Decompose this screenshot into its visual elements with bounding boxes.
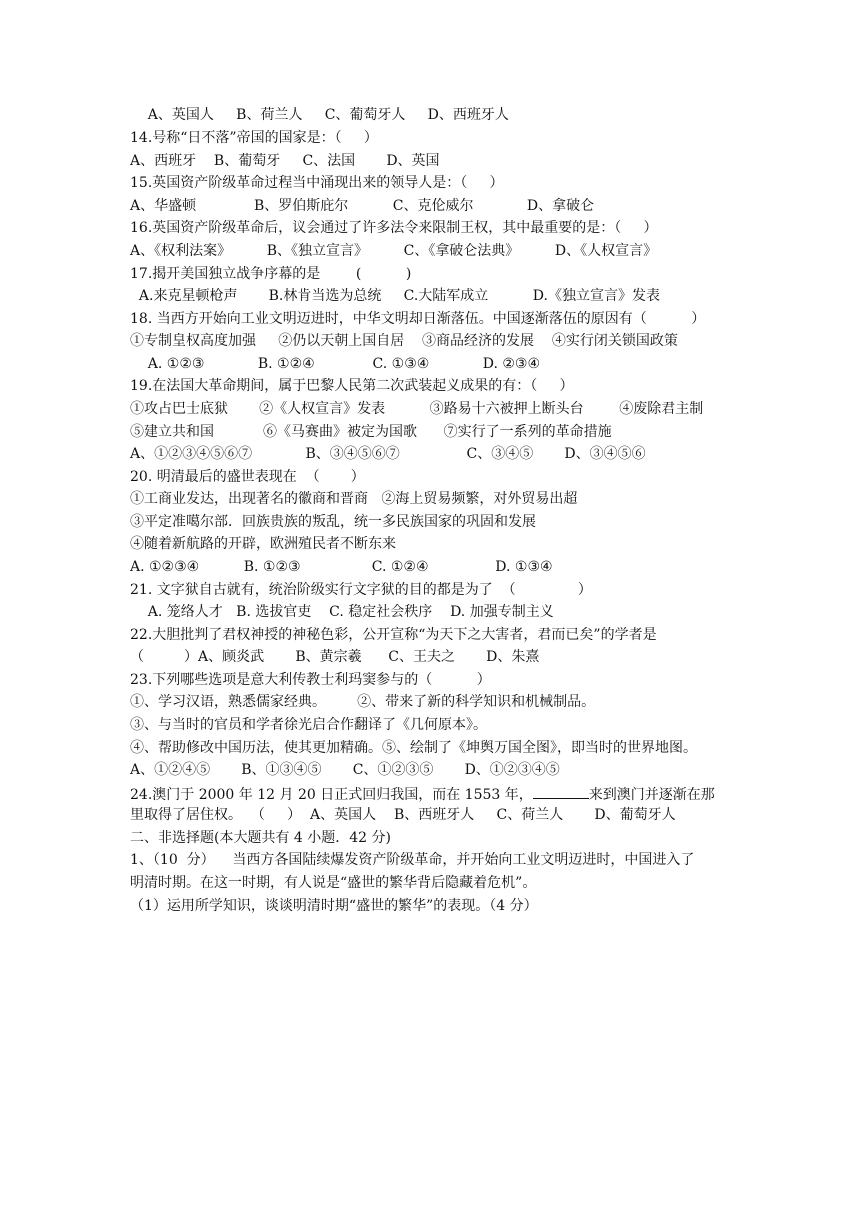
q20-stem: 20. 明清最后的盛世表现在 （ ） [130,469,365,485]
section-2-heading: 二、非选择题(本大题共有 4 小题．42 分) [130,830,391,846]
q23-item-2: ③、与当时的官员和学者徐光启合作翻译了《几何原本》。 [130,717,487,733]
q23-item-1: ①、学习汉语，熟悉儒家经典。 ②、带来了新的科学知识和机械制品。 [130,694,596,710]
q24-stem [130,784,715,804]
q18-options: A. ①②③ B. ①②④ C. ①③④ D. ②③④ [130,356,541,372]
essay-q1-stem-2: 明清时期。在这一时期，有人说是“盛世的繁华背后隐藏着危机”。 [130,875,537,891]
q15-stem: 15.英国资产阶级革命过程当中涌现出来的领导人是：（ ） [130,175,504,191]
q19-items-1: ①攻占巴士底狱 ②《人权宣言》发表 ③路易十六被押上断头台 ④废除君主制 [130,401,704,417]
q17-options: A.来克星顿枪声 B.林肯当选为总统 C.大陆军成立 D.《独立宣言》发表 [130,288,660,304]
essay-q1-stem-1: 1、（10 分） 当西方各国陆续爆发资产阶级革命，并开始向工业文明迈进时，中国进入了 [130,852,695,868]
q18-stem: 18. 当西方开始向工业文明迈进时，中华文明却日渐落伍。中国逐渐落伍的原因有（ ） [130,311,706,327]
q22-stem: 22.大胆批判了君权神授的神秘色彩，公开宣称“为天下之大害者，君而已矣”的学者是 [130,627,657,643]
essay-q1-sub1: （1）运用所学知识，谈谈明清时期“盛世的繁华”的表现。（4 分） [130,898,538,914]
q20-item-3: ④随着新航路的开辟，欧洲殖民者不断东来 [130,536,396,552]
q16-options: A、《权利法案》 B、《独立宣言》 C、《拿破仑法典》 D、《人权宣言》 [130,243,658,259]
q14-stem: 14.号称“日不落”帝国的国家是：（ ） [130,130,378,146]
q15-options: A、华盛顿 B、罗伯斯庇尔 C、克伦威尔 D、拿破仑 [130,198,595,214]
q21-options: A. 笼络人才 B. 选拔官吏 C. 稳定社会秩序 D. 加强专制主义 [130,604,554,620]
q19-stem: 19.在法国大革命期间，属于巴黎人民第二次武装起义成果的有：（ ） [130,378,574,394]
q22-options: （ ）A、顾炎武 B、黄宗羲 C、王夫之 D、朱熹 [130,649,540,665]
q16-stem: 16.英国资产阶级革命后，议会通过了许多法令来限制王权，其中最重要的是：（ ） [130,220,658,236]
q18-items: ①专制皇权高度加强 ②仍以天朝上国自居 ③商品经济的发展 ④实行闭关锁国政策 [130,333,678,349]
q24-stem-part2: 来到澳门并逐渐在那 [588,787,715,803]
q13-options: A、英国人 B、荷兰人 C、葡萄牙人 D、西班牙人 [130,107,509,123]
q23-options: A、①②④⑤ B、①③④⑤ C、①②③⑤ D、①②③④⑤ [130,762,560,778]
q20-item-1: ①工商业发达，出现著名的徽商和晋商 ②海上贸易频繁，对外贸易出超 [130,491,578,507]
q23-stem: 23.下列哪些选项是意大利传教士利玛窦参与的（ ） [130,672,491,688]
q17-stem: 17.揭开美国独立战争序幕的是 ( ) [130,266,412,282]
q20-item-2: ③平定准噶尔部．回族贵族的叛乱，统一多民族国家的巩固和发展 [130,514,536,530]
q19-items-2: ⑤建立共和国 ⑥《马赛曲》被定为国歌 ⑦实行了一系列的革命措施 [130,424,612,440]
q21-stem: 21. 文字狱自古就有，统治阶级实行文字狱的目的都是为了 （ ） [130,582,592,598]
q14-options: A、西班牙 B、葡萄牙 C、法国 D、英国 [130,153,440,169]
q20-options: A. ①②③④ B. ①②③ C. ①②④ D. ①③④ [130,559,553,575]
q24-options: 里取得了居住权。 （ ） A、英国人 B、西班牙人 C、荷兰人 D、葡萄牙人 [130,807,676,823]
q24-stem-part1: 24.澳门于 2000 年 12 月 20 日正式回归我国，而在 1553 年， [130,787,533,803]
q19-options: A、①②③④⑤⑥⑦ B、③④⑤⑥⑦ C、③④⑤ D、③④⑤⑥ [130,446,646,462]
answer-blank [533,784,589,799]
q23-item-3: ④、帮助修改中国历法，使其更加精确。⑤、绘制了《坤舆万国全图》，即当时的世界地图。 [130,740,697,756]
